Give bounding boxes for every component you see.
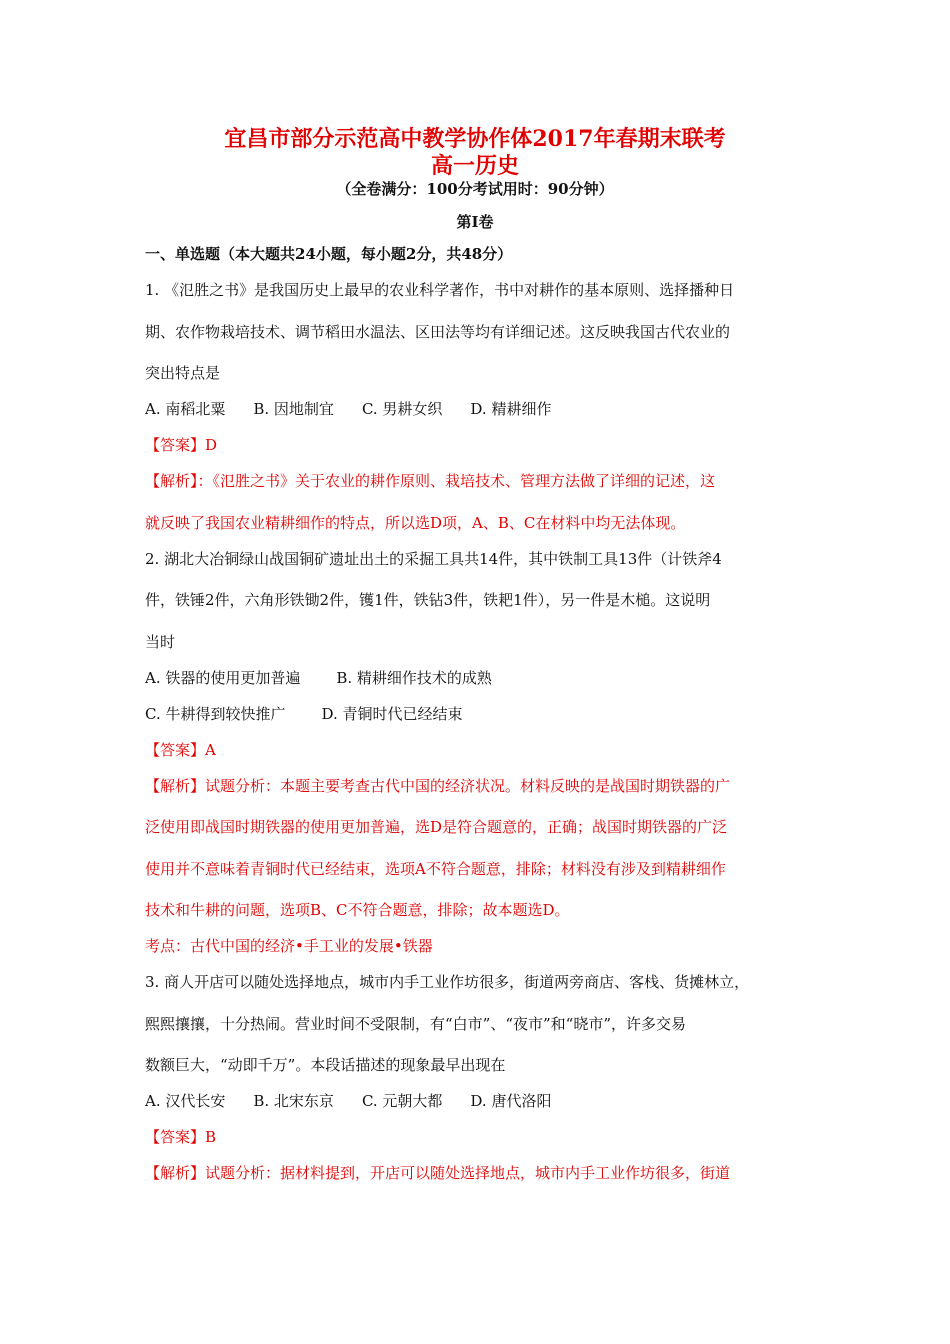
option-c: C. 男耕女织 bbox=[361, 400, 443, 418]
option-c: C. 元朝大都 bbox=[361, 1092, 443, 1110]
exam-title: 宜昌市部分示范高中教学协作体2017年春期末联考 bbox=[224, 126, 726, 152]
question-2 bbox=[145, 546, 825, 970]
option-b: B. 精耕细作技术的成熟 bbox=[336, 668, 492, 687]
exam-subject: 高一历史 bbox=[430, 153, 519, 179]
questions-content bbox=[145, 277, 825, 1202]
analysis-text: 试题分析：本题主要考查古代中国的经济状况。材料反映的是战国时期铁器的广 bbox=[205, 776, 731, 795]
option-b: B. 因地制宜 bbox=[253, 400, 334, 418]
question-stem-line: 突出特点是 bbox=[145, 364, 221, 382]
analysis-label: 【解析】 bbox=[145, 1164, 206, 1182]
option-b: B. 北宋东京 bbox=[253, 1092, 334, 1110]
answer-line: 【答案】D bbox=[145, 436, 218, 454]
option-a: A. 南稻北粟 bbox=[145, 400, 226, 418]
option-c: C. 牛耕得到较快推广 bbox=[145, 704, 286, 723]
option-d: D. 唐代洛阳 bbox=[470, 1092, 552, 1110]
options-row bbox=[145, 396, 825, 432]
question-3 bbox=[145, 969, 825, 1202]
analysis-text: 试题分析：据材料提到，开店可以随处选择地点，城市内手工业作坊很多，街道 bbox=[205, 1164, 731, 1182]
volume-heading: 第Ⅰ卷 bbox=[456, 213, 494, 231]
question-1 bbox=[145, 277, 825, 546]
question-stem-line: 1. 《氾胜之书》是我国历史上最早的农业科学著作，书中对耕作的基本原则、选择播种日 bbox=[145, 281, 735, 299]
analysis-text: ：《氾胜之书》关于农业的耕作原则、栽培技术、管理方法做了详细的记述，这 bbox=[197, 472, 716, 490]
options-row bbox=[145, 701, 825, 737]
question-stem-line: 熙熙攘攘，十分热闹。营业时间不受限制，有“白市”、“夜市”和“晓市”，许多交易 bbox=[145, 1014, 687, 1033]
analysis-line bbox=[145, 773, 825, 815]
option-d: D. 精耕细作 bbox=[470, 400, 552, 418]
question-stem-line: 3. 商人开店可以随处选择地点，城市内手工业作坊很多，街道两旁商店、客栈、货摊林立， bbox=[145, 973, 750, 991]
analysis-line bbox=[145, 468, 825, 510]
options-row bbox=[145, 1088, 825, 1124]
exam-info: （全卷满分：100分考试用时：90分钟） bbox=[336, 180, 614, 198]
options-row bbox=[145, 665, 825, 701]
analysis-label: 【解析】 bbox=[145, 776, 206, 795]
point-line: 考点：古代中国的经济•手工业的发展•铁器 bbox=[145, 937, 433, 955]
analysis-line bbox=[145, 1160, 825, 1202]
option-a: A. 汉代长安 bbox=[145, 1092, 226, 1110]
section-heading: 一、单选题（本大题共24小题，每小题2分，共48分） bbox=[145, 245, 513, 263]
answer-line: 【答案】A bbox=[145, 740, 216, 759]
answer-line: 【答案】B bbox=[145, 1128, 217, 1146]
analysis-line: 泛使用即战国时期铁器的使用更加普遍，选D是符合题意的，正确；战国时期铁器的广泛 bbox=[145, 818, 728, 836]
option-d: D. 青铜时代已经结束 bbox=[321, 704, 463, 723]
analysis-line: 就反映了我国农业精耕细作的特点，所以选D项，A、B、C在材料中均无法体现。 bbox=[145, 513, 686, 532]
analysis-label: 【解析】 bbox=[145, 472, 198, 490]
question-stem-line: 2. 湖北大冶铜绿山战国铜矿遗址出土的采掘工具共14件，其中铁制工具13件（计铁斧4 bbox=[145, 549, 722, 568]
question-stem-line: 期、农作物栽培技术、调节稻田水温法、区田法等均有详细记述。这反映我国古代农业的 bbox=[145, 322, 731, 341]
question-stem-line: 当时 bbox=[145, 632, 176, 651]
question-stem-line: 件，铁锤2件，六角形铁锄2件，镬1件，铁钻3件，铁耙1件），另一件是木槌。这说明 bbox=[145, 591, 711, 609]
option-a: A. 铁器的使用更加普遍 bbox=[145, 668, 301, 687]
question-stem-line: 数额巨大，“动即千万”。本段话描述的现象最早出现在 bbox=[145, 1056, 506, 1074]
analysis-line: 技术和牛耕的问题，选项B、C不符合题意，排除；故本题选D。 bbox=[145, 901, 570, 919]
analysis-line: 使用并不意味着青铜时代已经结束，选项A不符合题意，排除；材料没有涉及到精耕细作 bbox=[145, 859, 726, 878]
